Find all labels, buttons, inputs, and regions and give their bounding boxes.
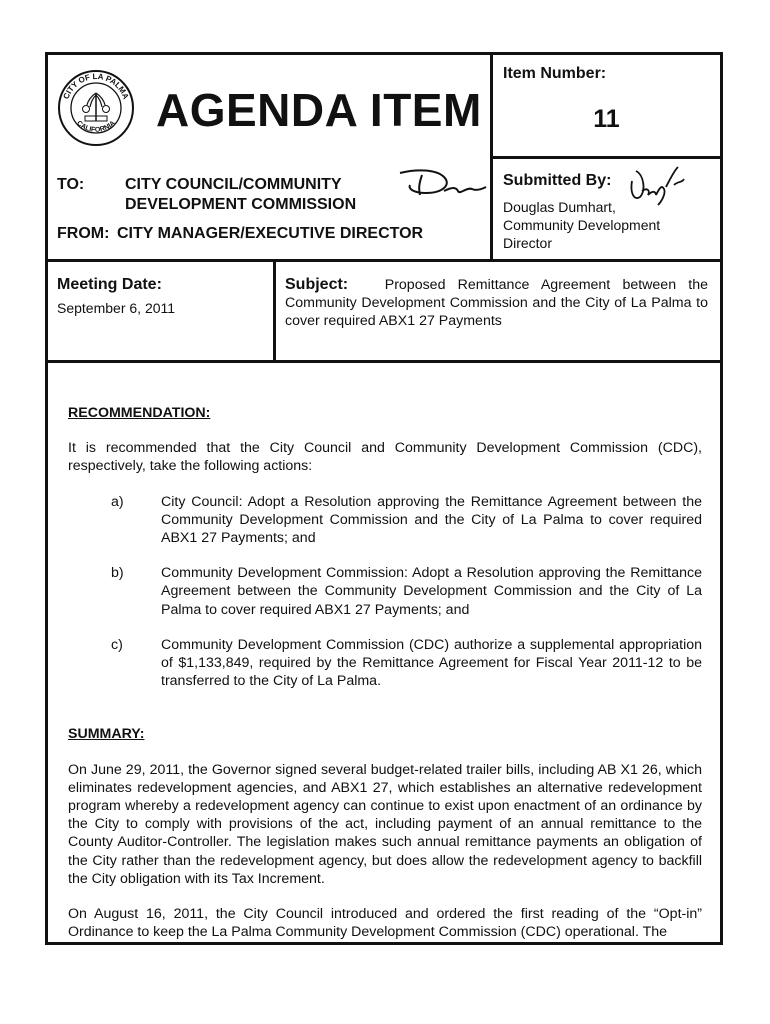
submitted-by-label: Submitted By: [503,172,612,189]
seal-text-top: CITY OF LA PALMA [61,71,131,101]
recommendation-intro: It is recommended that the City Council and Community Development Commission (CDC), respectively, take the following actions: [68,440,702,475]
meeting-date-label: Meeting Date: [57,276,162,293]
divider [493,156,720,159]
seal-text-bottom: CALIFORNIA [75,119,117,134]
item-number: 11 [593,105,620,133]
list-item [68,493,702,548]
submitter-name: Douglas Dumhart, [503,199,616,215]
city-seal-icon [57,69,135,147]
subject-block [285,276,708,330]
list-item-text: City Council: Adopt a Resolution approving the Remittance Agreement between the Community Development Commission and the City of La Palma to cover required ABX1 27 Payments; and [161,493,702,547]
list-item [68,564,702,619]
summary-heading: SUMMARY: [68,726,145,743]
divider [273,262,276,360]
from-value: CITY MANAGER/EXECUTIVE DIRECTOR [117,225,424,242]
list-item-text: Community Development Commission: Adopt a Resolution approving the Remittance Agreement between the Community Development Commission and the City of La Palma to cover required ABX1 27 Payments; and [161,565,702,618]
list-item-mark: a) [111,493,124,510]
svg-text:CALIFORNIA [75,120,117,134]
meeting-subject-section [48,262,720,363]
header-section [48,55,720,262]
to-line-1: CITY COUNCIL/COMMUNITY [125,176,342,193]
summary-paragraph-2: On August 16, 2011, the City Council introduced and ordered the first reading of the “Opt-in” Ordinance to keep the La Palma Community Development Commission (CDC) operational. The [68,906,702,941]
item-number-label: Item Number: [503,65,607,82]
submitter-title-1: Community Development [503,217,661,233]
list-item-text: Community Development Commission (CDC) authorize a supplemental appropriation of $1,133,849, required by the Remittance Agreement for Fiscal Year 2011-12 to be transferred to the City of La Palma. [161,636,702,690]
recommendation-heading: RECOMMENDATION: [68,405,211,421]
list-item-mark: b) [111,565,124,582]
list-item-mark: c) [111,636,123,653]
item-submitted-panel [490,55,720,259]
subject-text: Proposed Remittance Agreement between the Community Development Commission and the City of La Palma to cover required ABX1 27 Payments [285,277,709,329]
meeting-date: September 6, 2011 [57,300,176,316]
from-label: FROM: [57,225,110,242]
list-item [68,636,702,691]
summary-paragraph-1: On June 29, 2011, the Governor signed several budget-related trailer bills, including AB X1 26, which eliminates redevelopment agencies, and ABX1 27, which establishes an alternative redevelopment program whereby a redevelopment agency can continue to exist upon enactment of an ordinance by the City to comply with provisions of the act, including payment of an annual remittance to the County Auditor-Controller. The legislation makes such annual remittance payments an obligation of the City rather than the redevelopment agency, but does allow the redevelopment agency to backfill the City obligation with its Tax Increment. [68,761,702,887]
document-body [68,404,702,941]
to-line-2: DEVELOPMENT COMMISSION [125,196,357,213]
to-label: TO: [57,176,85,193]
submitter-title-2: Director [503,235,553,251]
agenda-form [45,52,723,945]
subject-label: Subject: [285,276,349,293]
city-manager-signature-icon [396,167,488,199]
page-title: AGENDA ITEM [156,84,482,136]
submitter-signature-icon [626,161,686,211]
